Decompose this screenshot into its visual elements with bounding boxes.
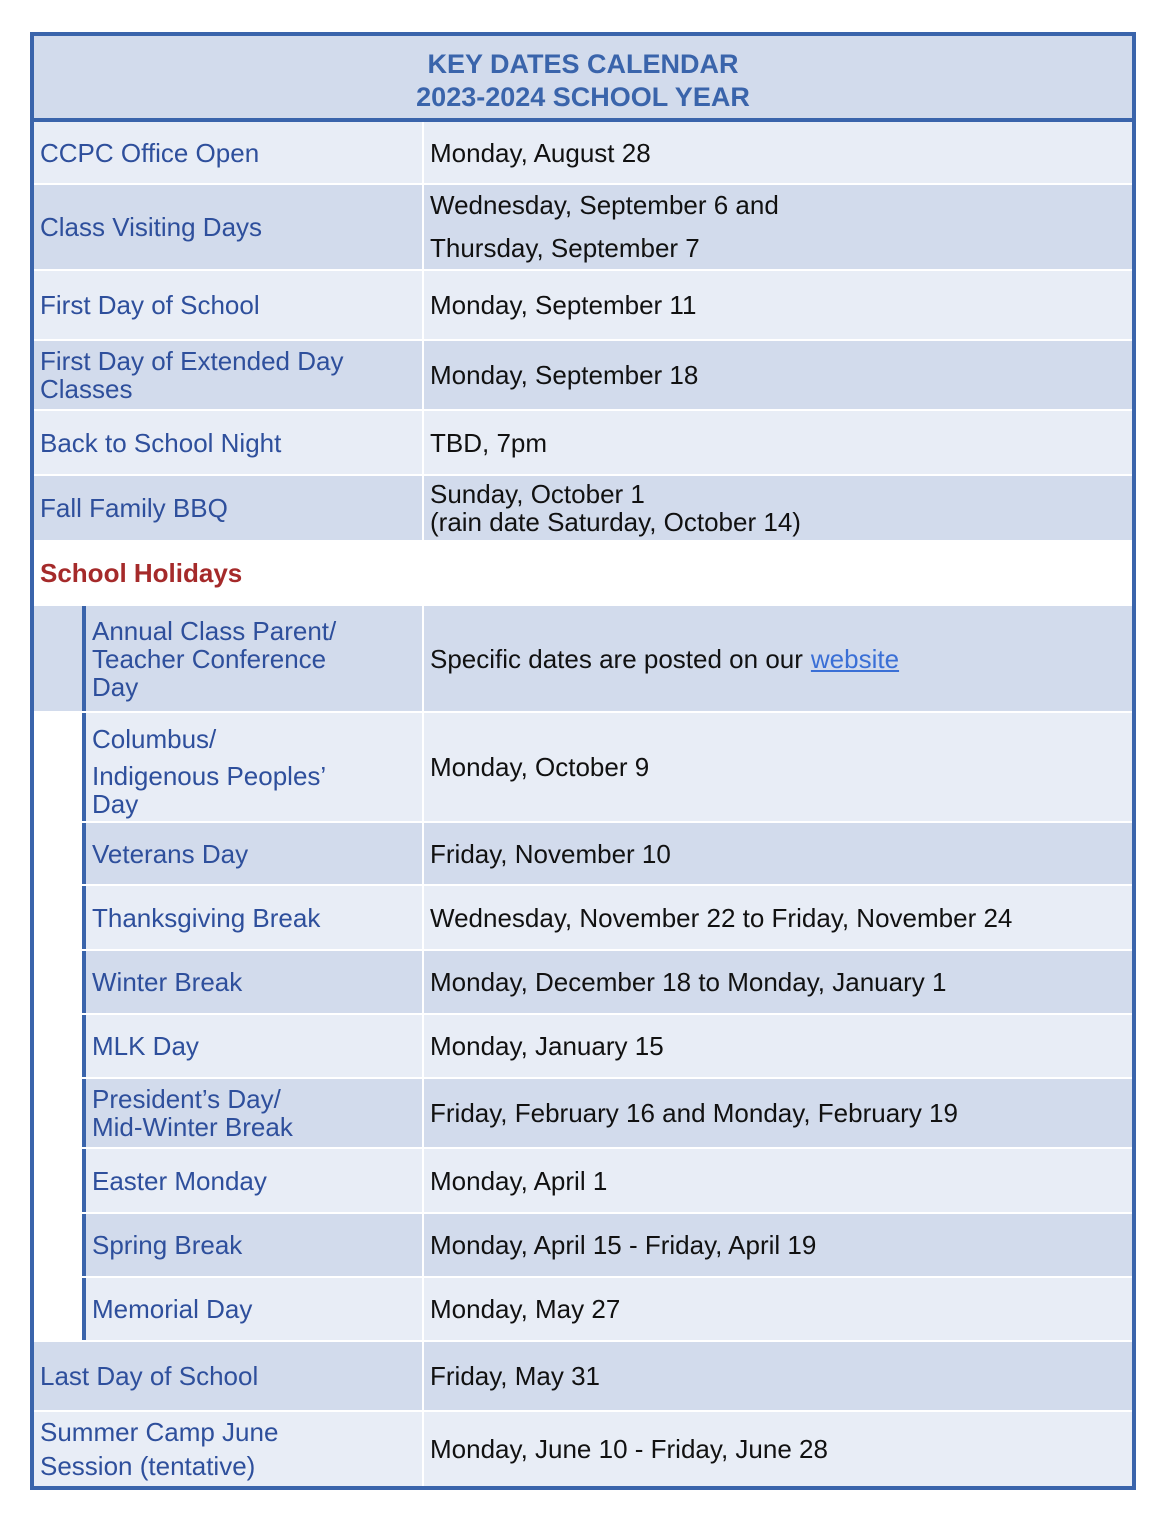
event-label: Class Visiting Days — [34, 185, 424, 269]
event-date: Monday, August 28 — [430, 137, 651, 168]
event-label: MLK Day — [92, 1031, 199, 1061]
event-date: Wednesday, November 22 to Friday, November 24 — [430, 902, 1013, 933]
indented-label-cell — [34, 713, 424, 821]
header-title: KEY DATES CALENDAR — [427, 49, 739, 79]
event-label: Fall Family BBQ — [34, 476, 424, 540]
indented-label-cell — [34, 1214, 424, 1276]
indented-label-cell — [34, 1278, 424, 1340]
event-date: Friday, February 16 and Monday, February 19 — [430, 1098, 958, 1128]
row-columbus-day — [34, 713, 1132, 823]
event-label: Summer Camp June Session (tentative) — [34, 1412, 424, 1486]
school-holidays-section — [34, 542, 1132, 606]
event-label: Back to School Night — [34, 411, 424, 474]
event-date: Friday, November 10 — [430, 838, 671, 869]
event-label: Winter Break — [92, 967, 243, 997]
event-date: Friday, May 31 — [430, 1361, 601, 1391]
indented-label-cell — [34, 606, 424, 711]
event-label: First Day of School — [34, 271, 424, 339]
indented-label-cell — [34, 951, 424, 1013]
event-label: President’s Day/ Mid-Winter Break — [92, 1084, 293, 1142]
section-title: School Holidays — [34, 542, 1132, 604]
row-ccpc-office-open — [34, 122, 1132, 185]
row-first-day-of-school — [34, 271, 1132, 341]
event-date: Monday, September 11 — [430, 290, 697, 320]
row-back-to-school-night — [34, 411, 1132, 476]
event-label: CCPC Office Open — [34, 122, 424, 183]
event-date: TBD, 7pm — [430, 427, 548, 458]
event-label: Memorial Day — [92, 1294, 253, 1324]
row-conference-day — [34, 606, 1132, 713]
indented-label-cell — [34, 886, 424, 949]
indented-label-cell — [34, 823, 424, 884]
event-date: Specific dates are posted on our website — [430, 643, 900, 674]
row-memorial-day — [34, 1278, 1132, 1342]
header-school-year: 2023-2024 SCHOOL YEAR — [416, 82, 750, 112]
row-thanksgiving-break — [34, 886, 1132, 951]
event-date: Monday, April 1 — [430, 1165, 608, 1196]
event-label: Veterans Day — [92, 838, 249, 869]
event-date: Wednesday, September 6 and Thursday, September 7 — [430, 190, 779, 263]
event-label: Spring Break — [92, 1230, 243, 1260]
row-summer-camp — [34, 1412, 1132, 1486]
row-first-day-extended-day — [34, 341, 1132, 411]
row-class-visiting-days — [34, 185, 1132, 271]
row-last-day-of-school — [34, 1342, 1132, 1412]
website-link[interactable]: website — [810, 643, 900, 674]
event-date: Monday, June 10 - Friday, June 28 — [430, 1434, 828, 1464]
row-fall-family-bbq — [34, 476, 1132, 542]
row-mlk-day — [34, 1015, 1132, 1079]
event-date: Monday, December 18 to Monday, January 1 — [430, 967, 947, 997]
event-label: First Day of Extended Day Classes — [34, 341, 424, 409]
key-dates-calendar — [30, 32, 1136, 1490]
calendar-header — [34, 36, 1132, 122]
row-easter-monday — [34, 1149, 1132, 1214]
indented-label-cell — [34, 1015, 424, 1077]
row-veterans-day — [34, 823, 1132, 886]
event-date: Monday, September 18 — [430, 360, 699, 390]
row-winter-break — [34, 951, 1132, 1015]
event-date: Monday, May 27 — [430, 1294, 621, 1324]
indented-label-cell — [34, 1149, 424, 1212]
event-label: Columbus/ Indigenous Peoples’ Day — [92, 723, 327, 819]
event-date: Monday, October 9 — [430, 752, 650, 782]
event-label: Easter Monday — [92, 1165, 267, 1196]
event-label: Thanksgiving Break — [92, 902, 321, 933]
event-date: Monday, January 15 — [430, 1031, 664, 1061]
event-label: Annual Class Parent/ Teacher Conference Day — [92, 615, 337, 702]
row-spring-break — [34, 1214, 1132, 1278]
indented-label-cell — [34, 1079, 424, 1147]
row-presidents-day — [34, 1079, 1132, 1149]
event-date: Monday, April 15 - Friday, April 19 — [430, 1230, 817, 1260]
event-date: Sunday, October 1 (rain date Saturday, October 14) — [430, 479, 801, 537]
event-label: Last Day of School — [34, 1342, 424, 1410]
